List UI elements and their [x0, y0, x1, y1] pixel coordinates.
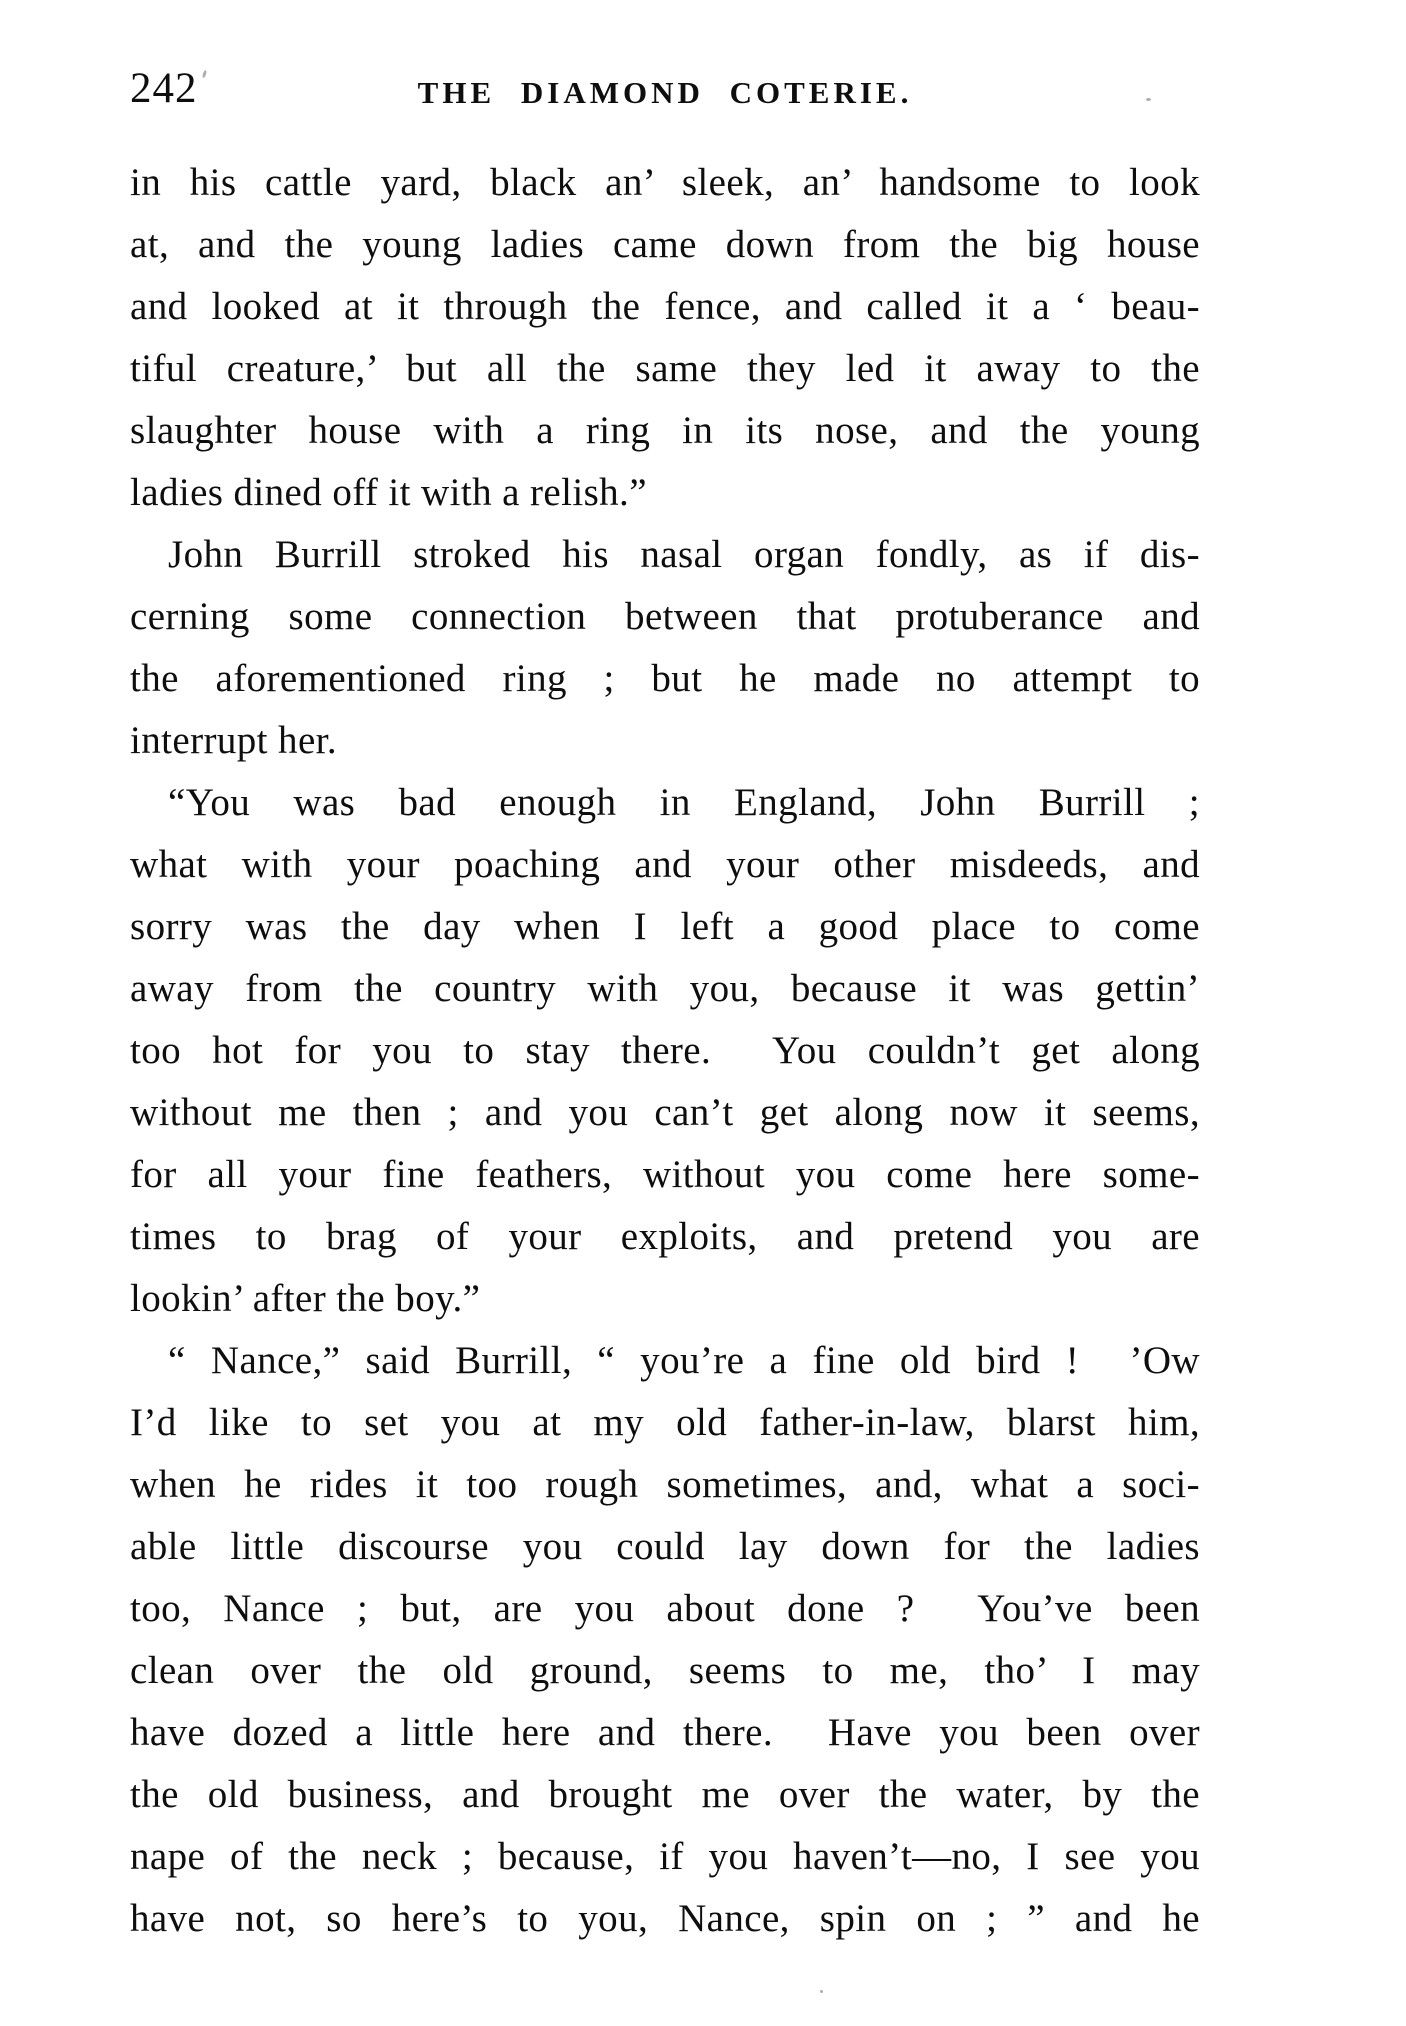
paragraph	[130, 152, 1200, 524]
text-line: interrupt her.	[130, 719, 338, 762]
text-line: “ Nance,” said Burrill, “ you’re a fine old bird ! ’Ow	[168, 1339, 1200, 1382]
text-line: away from the country with you, because it was gettin’	[130, 967, 1200, 1010]
text-line: “You was bad enough in England, John Burrill ;	[168, 781, 1200, 824]
text-line: cerning some connection between that protuberance and	[130, 595, 1200, 638]
text-line: when he rides it too rough sometimes, and, what a soci-	[130, 1463, 1200, 1506]
paragraph	[130, 1330, 1200, 1950]
text-line: able little discourse you could lay down for the ladies	[130, 1525, 1200, 1568]
text-line: have not, so here’s to you, Nance, spin on ; ” and he	[130, 1897, 1200, 1940]
text-line: nape of the neck ; because, if you haven’t—no, I see you	[130, 1835, 1200, 1878]
scan-speck	[1146, 98, 1151, 101]
text-line: times to brag of your exploits, and pretend you are	[130, 1215, 1200, 1258]
body-text	[130, 152, 1200, 1950]
page-header	[130, 58, 1200, 110]
text-line: without me then ; and you can’t get along now it seems,	[130, 1091, 1200, 1134]
paragraph	[130, 524, 1200, 772]
paragraph	[130, 772, 1200, 1330]
text-line: too hot for you to stay there. You couldn’t get along	[130, 1029, 1200, 1072]
running-title: THE DIAMOND COTERIE.	[417, 75, 913, 110]
text-line: too, Nance ; but, are you about done ? You’ve been	[130, 1587, 1200, 1630]
text-line: in his cattle yard, black an’ sleek, an’ handsome to look	[130, 161, 1200, 204]
text-line: John Burrill stroked his nasal organ fondly, as if dis-	[168, 533, 1200, 576]
text-line: clean over the old ground, seems to me, tho’ I may	[130, 1649, 1200, 1692]
text-line: for all your fine feathers, without you come here some-	[130, 1153, 1200, 1196]
text-line: lookin’ after the boy.”	[130, 1277, 481, 1320]
text-line: and looked at it through the fence, and called it a ‘ beau-	[130, 285, 1200, 328]
text-line: at, and the young ladies came down from the big house	[130, 223, 1200, 266]
text-line: I’d like to set you at my old father-in-law, blarst him,	[130, 1401, 1200, 1444]
text-line: what with your poaching and your other misdeeds, and	[130, 843, 1200, 886]
text-line: sorry was the day when I left a good place to come	[130, 905, 1200, 948]
text-line: the aforementioned ring ; but he made no attempt to	[130, 657, 1200, 700]
text-line: the old business, and brought me over the water, by the	[130, 1773, 1200, 1816]
text-line: tiful creature,’ but all the same they led it away to the	[130, 347, 1200, 390]
page-number: 242	[130, 65, 198, 112]
scan-speck	[820, 1990, 823, 1993]
text-line: slaughter house with a ring in its nose, and the young	[130, 409, 1200, 452]
text-line: ladies dined off it with a relish.”	[130, 471, 647, 514]
text-line: have dozed a little here and there. Have you been over	[130, 1711, 1200, 1754]
